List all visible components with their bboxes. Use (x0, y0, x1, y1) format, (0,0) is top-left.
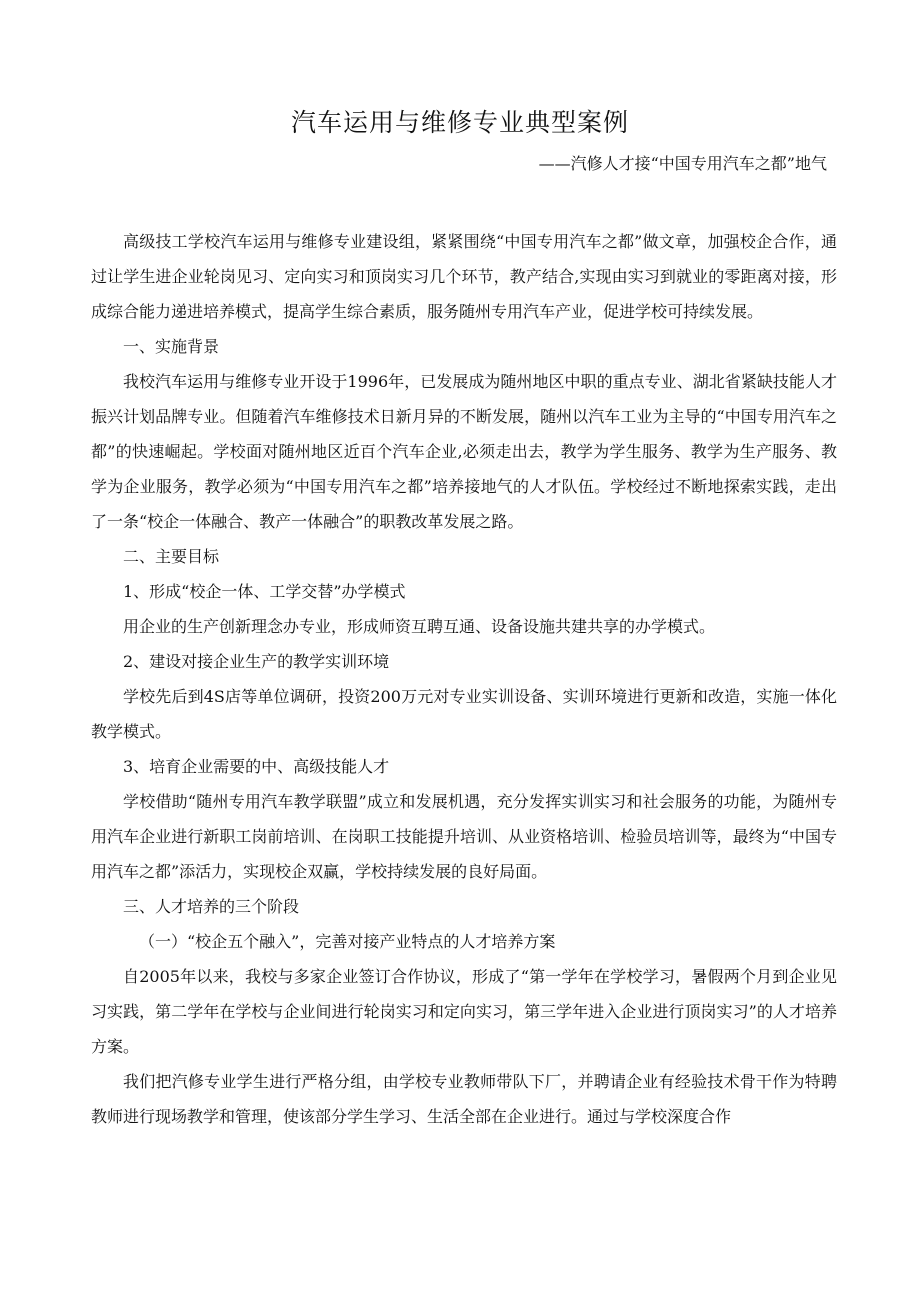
grouping-paragraph: 我们把汽修专业学生进行严格分组，由学校专业教师带队下厂，并聘请企业有经验技术骨干作为特聘教师进行现场教学和管理，使该部分学生学习、生活全部在企业进行。通过与学校深度合作 (91, 1072, 837, 1126)
goal-3-heading: 3、培育企业需要的中、高级技能人才 (123, 757, 390, 776)
document-body (91, 224, 837, 1134)
goal-1-paragraph: 用企业的生产创新理念办专业，形成师资互聘互通、设备设施共建共享的办学模式。 (123, 617, 716, 636)
intro-paragraph: 高级技工学校汽车运用与维修专业建设组，紧紧围绕“中国专用汽车之都”做文章，加强校企合作，通过让学生进企业轮岗见习、定向实习和顶岗实习几个环节，教产结合,实现由实习到就业的零距离对接，形成综合能力递进培养模式，提高学生综合素质，服务随州专用汽车产业，促进学校可持续发展。 (91, 232, 837, 321)
goal-1-heading: 1、形成“校企一体、工学交替”办学模式 (123, 582, 406, 601)
goal-3-paragraph: 学校借助“随州专用汽车教学联盟”成立和发展机遇，充分发挥实训实习和社会服务的功能，为随州专用汽车企业进行新职工岗前培训、在岗职工技能提升培训、从业资格培训、检验员培训等，最终为“中国专用汽车之都”添活力，实现校企双赢，学校持续发展的良好局面。 (91, 792, 837, 881)
stage-1-paragraph: 自2005年以来，我校与多家企业签订合作协议，形成了“第一学年在学校学习，暑假两个月到企业见习实践，第二学年在学校与企业间进行轮岗实习和定向实习，第三学年进入企业进行顶岗实习”的人才培养方案。 (91, 967, 837, 1056)
section-heading-goals: 二、主要目标 (123, 547, 220, 566)
document-title: 汽车运用与维修专业典型案例 (290, 108, 629, 137)
stage-1-heading: （一）“校企五个融入”，完善对接产业特点的人才培养方案 (139, 932, 556, 951)
goal-2-heading: 2、建设对接企业生产的教学实训环境 (123, 652, 390, 671)
goal-2-paragraph: 学校先后到4S店等单位调研，投资200万元对专业实训设备、实训环境进行更新和改造，实施一体化教学模式。 (91, 687, 837, 741)
background-paragraph: 我校汽车运用与维修专业开设于1996年，已发展成为随州地区中职的重点专业、湖北省紧缺技能人才振兴计划品牌专业。但随着汽车维修技术日新月异的不断发展，随州以汽车工业为主导的“中国专用汽车之都”的快速崛起。学校面对随州地区近百个汽车企业,必须走出去，教学为学生服务、教学为生产服务、教学为企业服务，教学必须为“中国专用汽车之都”培养接地气的人才队伍。学校经过不断地探索实践，走出了一条“校企一体融合、教产一体融合”的职教改革发展之路。 (91, 372, 837, 531)
document-subtitle: ——汽修人才接“中国专用汽车之都”地气 (538, 154, 827, 173)
section-heading-stages: 三、人才培养的三个阶段 (123, 897, 300, 916)
section-heading-background: 一、实施背景 (123, 337, 220, 356)
